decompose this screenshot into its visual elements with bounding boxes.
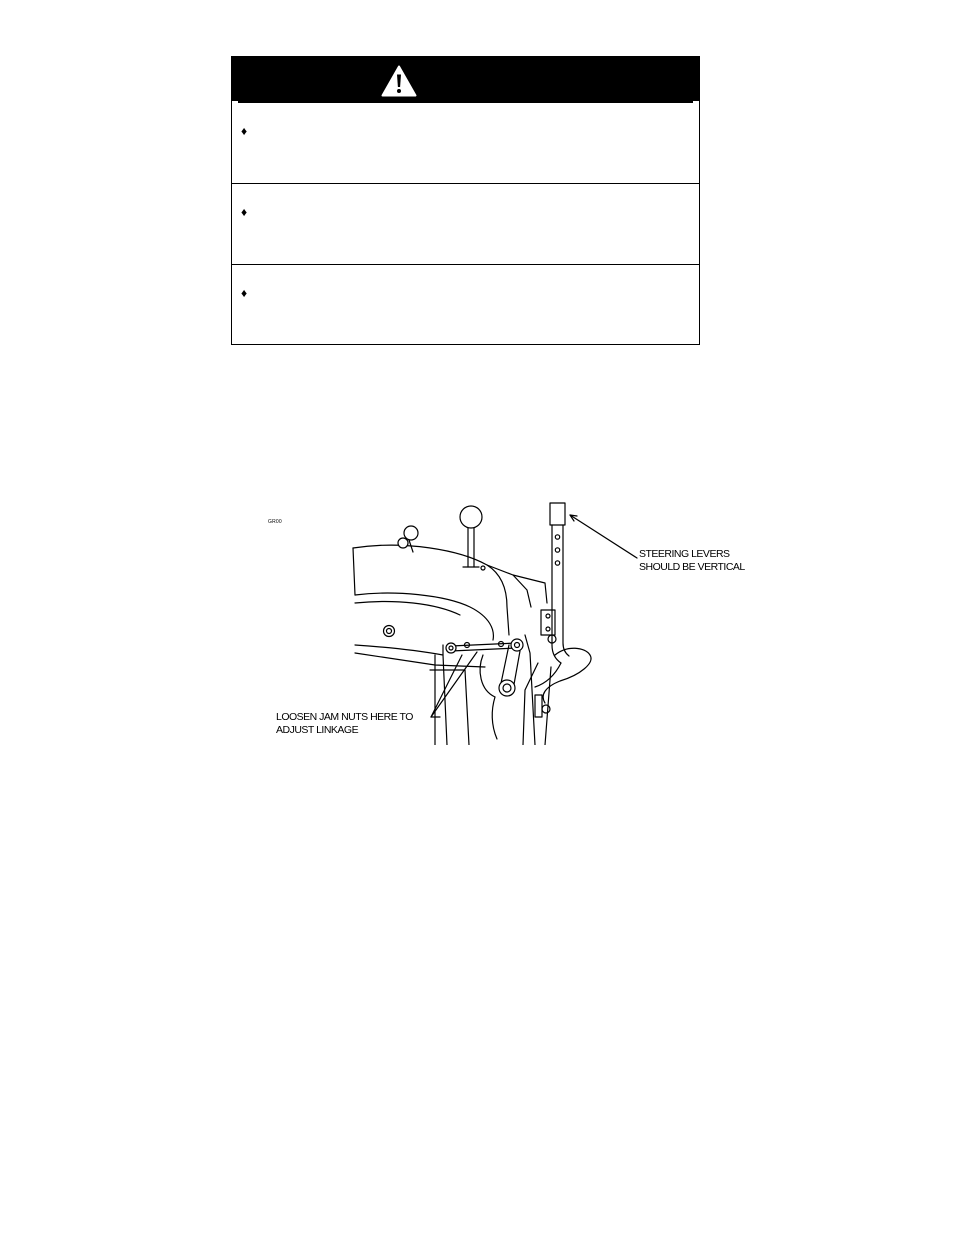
steering-linkage-illustration [255, 495, 760, 745]
warning-triangle-icon [381, 65, 417, 97]
warning-item [232, 265, 699, 344]
warning-box [231, 56, 700, 345]
steering-levers-callout [639, 548, 745, 574]
callout-line: STEERING LEVERS [639, 548, 730, 560]
figure-id-label: GR00 [268, 519, 282, 525]
callout-line: ADJUST LINKAGE [276, 724, 359, 736]
warning-item [232, 184, 699, 265]
warning-header [232, 57, 699, 103]
callout-line: SHOULD BE VERTICAL [639, 561, 745, 573]
diamond-bullet-icon: ♦ [241, 205, 248, 219]
diamond-bullet-icon: ♦ [241, 286, 248, 300]
jam-nuts-callout [276, 711, 413, 737]
steering-linkage-figure [255, 495, 760, 745]
warning-item [232, 103, 699, 184]
diamond-bullet-icon: ♦ [241, 124, 248, 138]
callout-line: LOOSEN JAM NUTS HERE TO [276, 711, 413, 723]
